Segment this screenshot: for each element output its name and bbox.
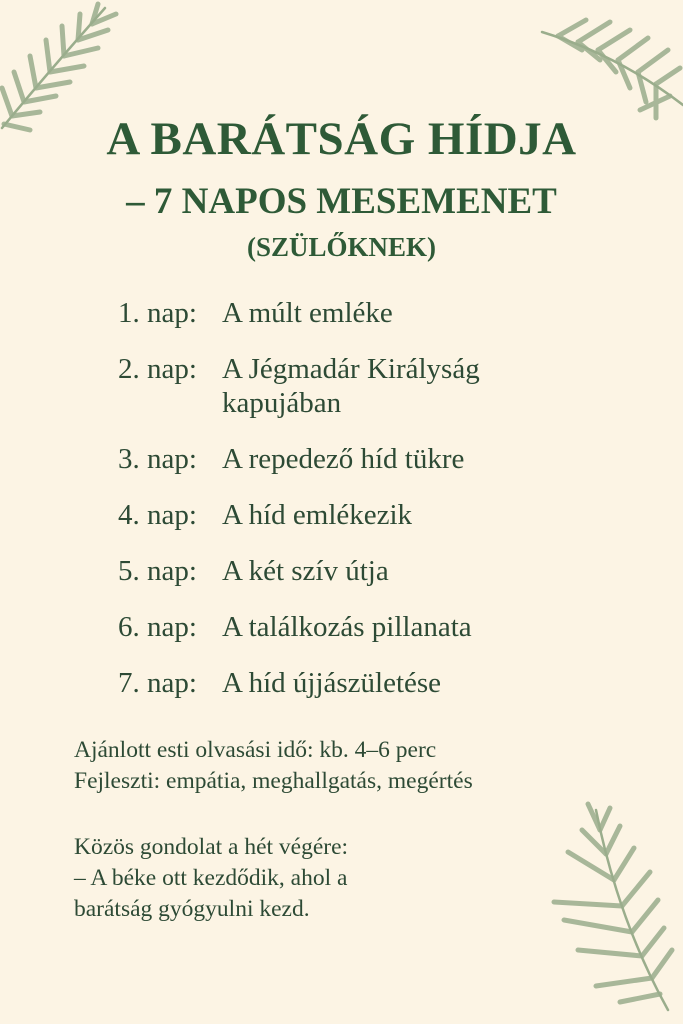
day-label: 6. nap: bbox=[118, 611, 197, 643]
day-item-1 bbox=[118, 296, 552, 330]
day-label: 3. nap: bbox=[118, 443, 197, 475]
day-item-6 bbox=[118, 610, 552, 644]
day-label: 5. nap: bbox=[118, 555, 197, 587]
title-audience: (SZÜLŐKNEK) bbox=[246, 232, 437, 262]
title-subtitle: – 7 NAPOS MESEMENET bbox=[126, 181, 557, 222]
closing-line-1: – A béke ott kezdődik, ahol a bbox=[74, 865, 348, 891]
day-item-7 bbox=[118, 666, 552, 700]
day-label: 7. nap: bbox=[118, 667, 197, 699]
day-item-4 bbox=[118, 498, 552, 532]
day-item-3 bbox=[118, 442, 552, 476]
closing-thought bbox=[74, 832, 348, 925]
day-title: A Jégmadár Királyság kapujában bbox=[222, 353, 480, 419]
day-title: A híd emlékezik bbox=[222, 499, 413, 531]
day-item-5 bbox=[118, 554, 552, 588]
closing-heading: Közös gondolat a hét végére: bbox=[74, 834, 349, 860]
day-title: A múlt emléke bbox=[222, 297, 393, 329]
info-block bbox=[74, 735, 473, 797]
day-list bbox=[118, 296, 552, 700]
closing-line-2: barátság gyógyulni kezd. bbox=[74, 896, 310, 922]
day-title: A találkozás pillanata bbox=[222, 611, 472, 643]
day-title: A repedező híd tükre bbox=[222, 443, 465, 475]
day-title: A híd újjászületése bbox=[222, 667, 442, 699]
title-main: A BARÁTSÁG HÍDJA bbox=[106, 113, 577, 165]
reading-time: Ajánlott esti olvasási idő: kb. 4–6 perc bbox=[74, 737, 437, 763]
day-title: A két szív útja bbox=[222, 555, 389, 587]
day-label: 4. nap: bbox=[118, 499, 197, 531]
day-label: 2. nap: bbox=[118, 353, 197, 385]
day-item-2 bbox=[118, 352, 552, 420]
day-label: 1. nap: bbox=[118, 297, 197, 329]
skills-developed: Fejleszti: empátia, meghallgatás, megértés bbox=[74, 768, 473, 794]
rosemary-sprig-bottom-right-icon bbox=[538, 800, 683, 1020]
